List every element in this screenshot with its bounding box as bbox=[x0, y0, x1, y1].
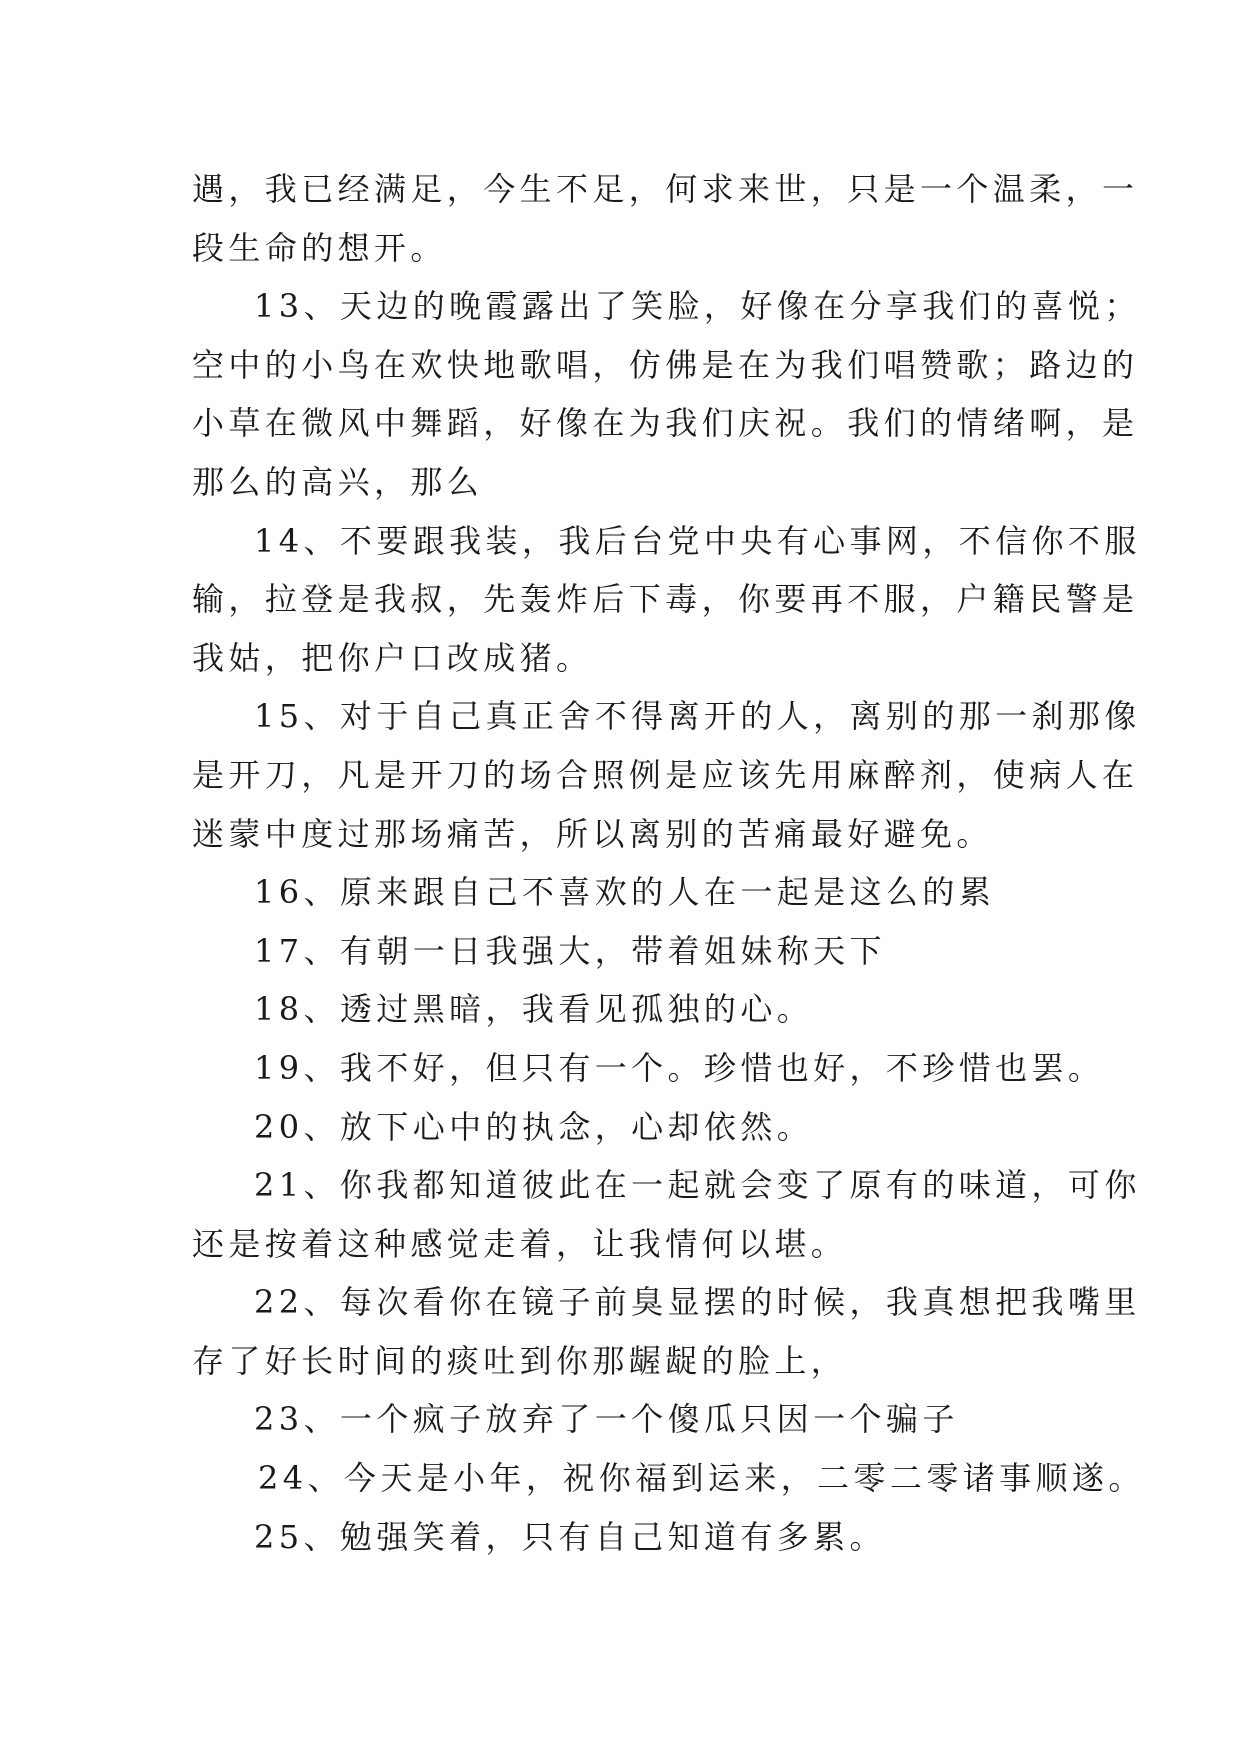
paragraph-16: 16、原来跟自己不喜欢的人在一起是这么的累 bbox=[254, 873, 996, 912]
text-line: 迷蒙中度过那场痛苦，所以离别的苦痛最好避免。 bbox=[192, 814, 993, 853]
text-line: 我姑，把你户口改成猪。 bbox=[192, 638, 593, 677]
text-line: 存了好长时间的痰吐到你那龌龊的脸上， bbox=[192, 1341, 848, 1380]
text-line: 输，拉登是我叔，先轰炸后下毒，你要再不服，户籍民警是 bbox=[192, 580, 1139, 619]
paragraph-17: 17、有朝一日我强大，带着姐妹称天下 bbox=[254, 931, 886, 970]
paragraph-19: 19、我不好，但只有一个。珍惜也好，不珍惜也罢。 bbox=[254, 1048, 1105, 1087]
paragraph-25: 25、勉强笑着，只有自己知道有多累。 bbox=[254, 1517, 886, 1556]
paragraph-18: 18、透过黑暗，我看见孤独的心。 bbox=[254, 990, 814, 1029]
paragraph-15-start: 15、对于自己真正舍不得离开的人，离别的那一刹那像 bbox=[254, 697, 1141, 736]
text-line: 小草在微风中舞蹈，好像在为我们庆祝。我们的情绪啊，是 bbox=[192, 404, 1139, 443]
paragraph-13-start: 13、天边的晚霞露出了笑脸，好像在分享我们的喜悦； bbox=[254, 287, 1141, 326]
text-line: 段生命的想开。 bbox=[192, 228, 447, 267]
text-line: 那么的高兴，那么 bbox=[192, 462, 484, 501]
paragraph-23: 23、一个疯子放弃了一个傻瓜只因一个骗子 bbox=[254, 1400, 959, 1439]
text-line: 遇，我已经满足，今生不足，何求来世，只是一个温柔，一 bbox=[192, 170, 1139, 208]
paragraph-21-start: 21、你我都知道彼此在一起就会变了原有的味道，可你 bbox=[254, 1166, 1141, 1205]
text-line: 是开刀，凡是开刀的场合照例是应该先用麻醉剂，使病人在 bbox=[192, 755, 1139, 794]
text-line: 还是按着这种感觉走着，让我情何以堪。 bbox=[192, 1224, 848, 1263]
paragraph-20: 20、放下心中的执念，心却依然。 bbox=[254, 1107, 814, 1146]
paragraph-14-start: 14、不要跟我装，我后台党中央有心事网，不信你不服 bbox=[254, 521, 1141, 560]
paragraph-24: 24、今天是小年，祝你福到运来，二零二零诸事顺遂。 bbox=[258, 1459, 1145, 1498]
text-line: 空中的小鸟在欢快地歌唱，仿佛是在为我们唱赞歌；路边的 bbox=[192, 345, 1139, 384]
document-body bbox=[192, 160, 1145, 1566]
paragraph-22-start: 22、每次看你在镜子前臭显摆的时候，我真想把我嘴里 bbox=[254, 1283, 1141, 1322]
